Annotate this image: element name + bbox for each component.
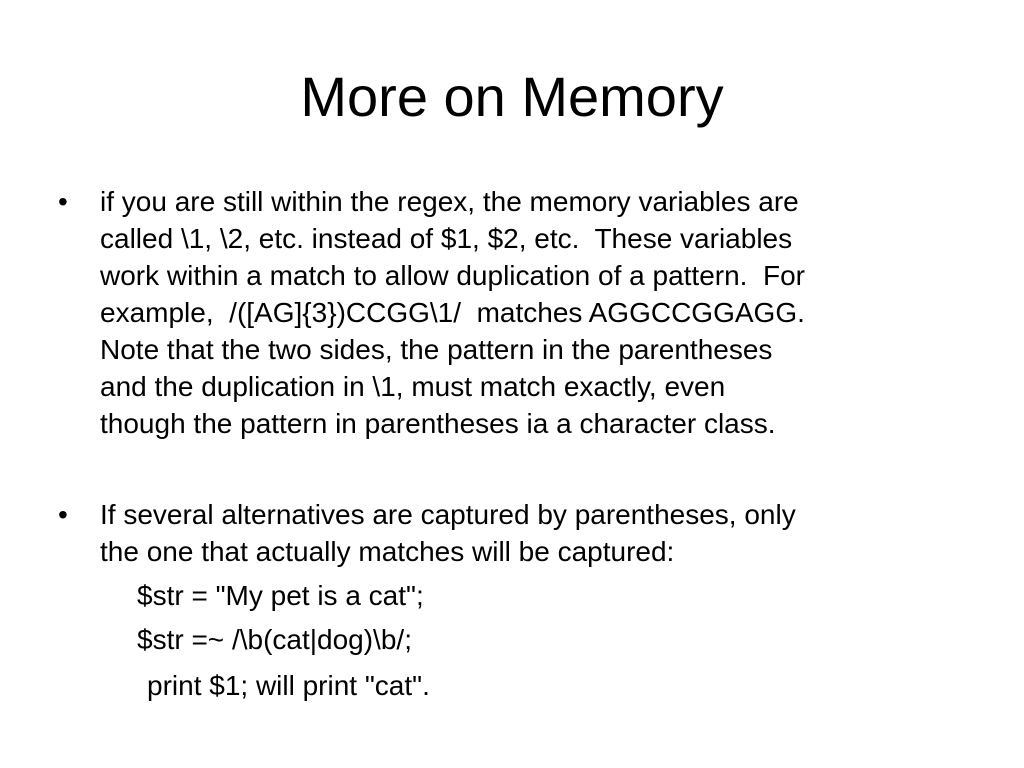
bullet-text [100, 183, 970, 442]
code-line: print $1; will print "cat". [147, 670, 430, 701]
bullet-marker: • [58, 499, 68, 530]
bullet-line: called \1, \2, etc. instead of $1, $2, etc. These variables [100, 223, 793, 254]
bullet-line: the one that actually matches will be captured: [100, 536, 675, 567]
bullet-line: though the pattern in parentheses ia a character class. [100, 408, 776, 439]
bullet-line: example, /([AG]{3})CCGG\1/ matches AGGCCGGAGG. [100, 297, 805, 328]
slide-title: More on Memory [300, 65, 724, 128]
code-line: $str =~ /\b(cat|dog)\b/; [137, 624, 412, 655]
bullet-text [100, 496, 970, 570]
bullet-line: and the duplication in \1, must match exactly, even [100, 371, 726, 402]
bullet-line: if you are still within the regex, the memory variables are [100, 186, 799, 217]
code-line: $str = "My pet is a cat"; [137, 580, 424, 611]
bullet-marker: • [58, 186, 68, 217]
bullet-line: Note that the two sides, the pattern in the parentheses [100, 334, 773, 365]
bullet-line: work within a match to allow duplication of a pattern. For [100, 260, 806, 291]
bullet-line: If several alternatives are captured by parentheses, only [100, 499, 796, 530]
